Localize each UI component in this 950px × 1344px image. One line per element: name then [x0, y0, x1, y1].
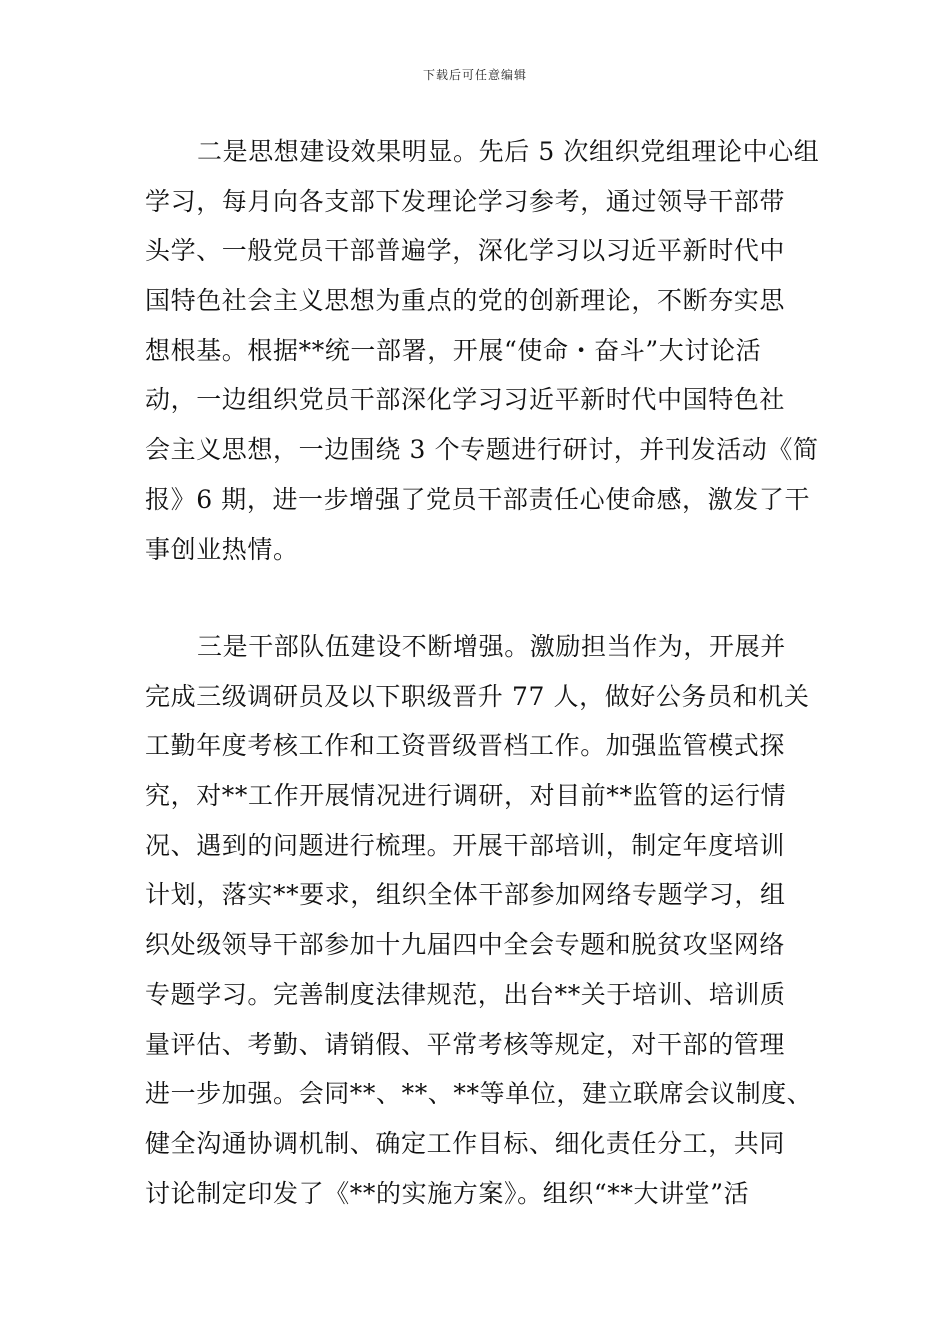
paragraph-line: 动，一边组织党员干部深化学习习近平新时代中国特色社 — [145, 385, 786, 415]
paragraph-line: 健全沟通协调机制、确定工作目标、细化责任分工，共同 — [145, 1128, 786, 1158]
paragraph-line: 国特色社会主义思想为重点的党的创新理论，不断夯实思 — [145, 286, 786, 316]
paragraph-line: 报》6 期，进一步增强了党员干部责任心使命感，激发了干 — [145, 484, 811, 514]
paragraph-line: 学习，每月向各支部下发理论学习参考，通过领导干部带 — [145, 186, 786, 216]
paragraph-line: 三是干部队伍建设不断增强。激励担当作为，开展并 — [197, 632, 786, 661]
paragraph-ideological-building — [145, 127, 820, 574]
paragraph-cadre-team-building — [145, 622, 815, 1218]
paragraph-line: 会主义思想，一边围绕 3 个专题进行研讨，并刊发活动《简 — [145, 435, 819, 465]
paragraph-line: 织处级领导干部参加十九届四中全会专题和脱贫攻坚网络 — [145, 930, 786, 960]
paragraph-line: 二是思想建设效果明显。先后 5 次组织党组理论中心组 — [197, 137, 820, 166]
paragraph-line: 完成三级调研员及以下职级晋升 77 人，做好公务员和机关 — [145, 681, 810, 711]
paragraph-line: 头学、一般党员干部普遍学，深化学习以习近平新时代中 — [145, 236, 786, 266]
paragraph-line: 况、遇到的问题进行梳理。开展干部培训，制定年度培训 — [145, 830, 786, 860]
paragraph-line: 专题学习。完善制度法律规范，出台**关于培训、培训质 — [145, 979, 786, 1009]
page-header: 下载后可任意编辑 — [422, 68, 527, 82]
paragraph-line: 事创业热情。 — [145, 534, 299, 564]
paragraph-line: 计划，落实**要求，组织全体干部参加网络专题学习，组 — [145, 880, 786, 910]
paragraph-line: 量评估、考勤、请销假、平常考核等规定，对干部的管理 — [145, 1029, 786, 1059]
paragraph-line: 工勤年度考核工作和工资晋级晋档工作。加强监管模式探 — [145, 731, 786, 761]
paragraph-line: 究，对**工作开展情况进行调研，对目前**监管的运行情 — [145, 781, 787, 811]
paragraph-line: 进一步加强。会同**、**、**等单位，建立联席会议制度、 — [145, 1079, 813, 1109]
paragraph-line: 讨论制定印发了《**的实施方案》。组织“**大讲堂”活 — [145, 1178, 750, 1208]
paragraph-line: 想根基。根据**统一部署，开展“使命・奋斗”大讨论活 — [145, 335, 762, 365]
